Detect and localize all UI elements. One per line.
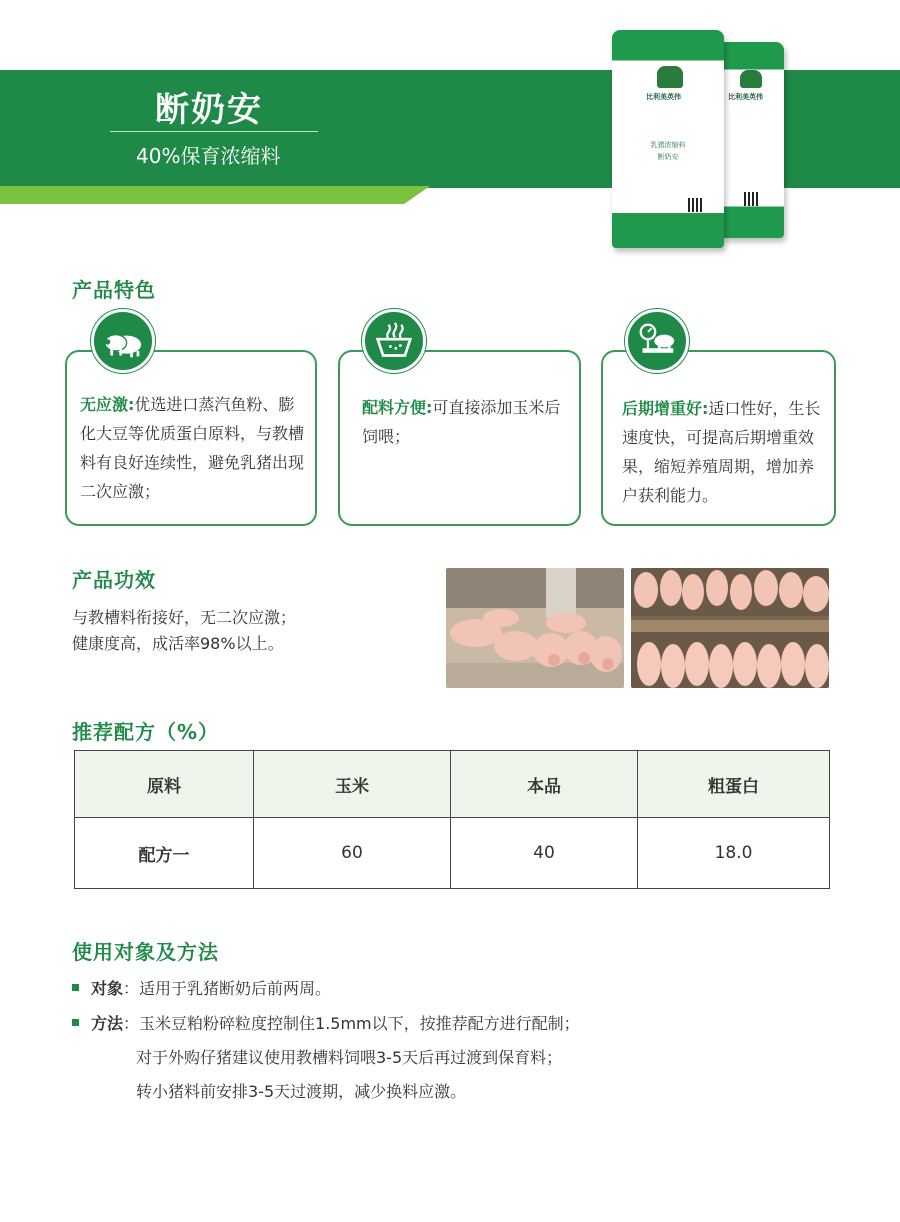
mixing-bowl-icon xyxy=(362,309,426,373)
header-accent-stripe xyxy=(0,186,430,204)
cell-crude-protein: 18.0 xyxy=(638,818,830,889)
col-header-corn: 玉米 xyxy=(254,751,451,818)
usage-target-label: 对象 xyxy=(91,979,124,998)
cell-product: 40 xyxy=(451,818,638,889)
efficacy-heading: 产品功效 xyxy=(72,568,156,592)
usage-method-line-3: 转小猪料前安排3-5天过渡期，减少换料应激。 xyxy=(136,1082,467,1101)
product-bag-front xyxy=(612,30,724,248)
title-divider xyxy=(110,131,318,132)
usage-method-line-2: 对于外购仔猪建议使用教槽料饲喂3-5天后再过渡到保育料； xyxy=(136,1048,563,1067)
qr-code-icon xyxy=(688,198,702,212)
feature-card-1-body: 优选进口蒸汽鱼粉、膨化大豆等优质蛋白原料，与教槽料有良好连续性，避免乳猪出现二次应激； xyxy=(80,395,305,501)
feature-card-2-body: 可直接添加玉米后饲喂； xyxy=(362,398,561,446)
owl-logo-icon xyxy=(657,66,683,88)
product-subtitle: 40%保育浓缩料 xyxy=(136,144,281,168)
col-header-ingredient: 原料 xyxy=(75,751,254,818)
usage-method-label: 方法 xyxy=(91,1014,124,1033)
scale-pig-icon xyxy=(625,309,689,373)
usage-heading: 使用对象及方法 xyxy=(72,940,219,964)
formula-table xyxy=(74,750,830,889)
bag-brand-front: 比利美英伟 xyxy=(646,93,681,101)
piglets-trough-photo xyxy=(631,568,829,688)
feature-card-1-title: 无应激: xyxy=(80,395,135,414)
bag-label-line1: 乳猪浓缩料 xyxy=(650,141,686,149)
feature-card-3 xyxy=(601,350,836,526)
piglets-pen-photo xyxy=(446,568,624,688)
row-label: 配方一 xyxy=(75,818,254,889)
col-header-crude-protein: 粗蛋白 xyxy=(638,751,830,818)
usage-method xyxy=(72,1007,872,1041)
feature-card-1 xyxy=(65,350,317,526)
bag-label-line2: 断奶安 xyxy=(657,153,679,161)
product-bag-back xyxy=(718,42,784,238)
usage-target xyxy=(72,972,872,1006)
product-title: 断奶安 xyxy=(155,90,263,130)
col-header-product: 本品 xyxy=(451,751,638,818)
efficacy-line-2: 健康度高，成活率98%以上。 xyxy=(72,634,284,653)
bullet-icon xyxy=(72,984,79,991)
efficacy-line-1: 与教槽料衔接好，无二次应激； xyxy=(72,608,297,627)
feature-card-2-title: 配料方便: xyxy=(362,398,433,417)
formula-heading: 推荐配方（%） xyxy=(72,720,220,744)
feature-card-3-title: 后期增重好: xyxy=(622,399,709,418)
usage-method-line-1: ：玉米豆粕粉碎粒度控制住1.5mm以下，按推荐配方进行配制； xyxy=(123,1014,580,1033)
qr-code-icon xyxy=(744,192,758,206)
pig-icon xyxy=(91,309,155,373)
owl-logo-icon xyxy=(740,70,762,88)
feature-card-2 xyxy=(338,350,581,526)
feature-card-3-body: 适口性好，生长速度快，可提高后期增重效果，缩短养殖周期，增加养户获利能力。 xyxy=(622,399,821,505)
table-header-row xyxy=(75,751,830,818)
bullet-icon xyxy=(72,1019,79,1026)
table-row xyxy=(75,818,830,889)
cell-corn: 60 xyxy=(254,818,451,889)
bag-brand-back: 比利美英伟 xyxy=(728,93,763,101)
features-heading: 产品特色 xyxy=(72,278,156,302)
usage-target-text: ：适用于乳猪断奶后前两周。 xyxy=(123,979,332,998)
